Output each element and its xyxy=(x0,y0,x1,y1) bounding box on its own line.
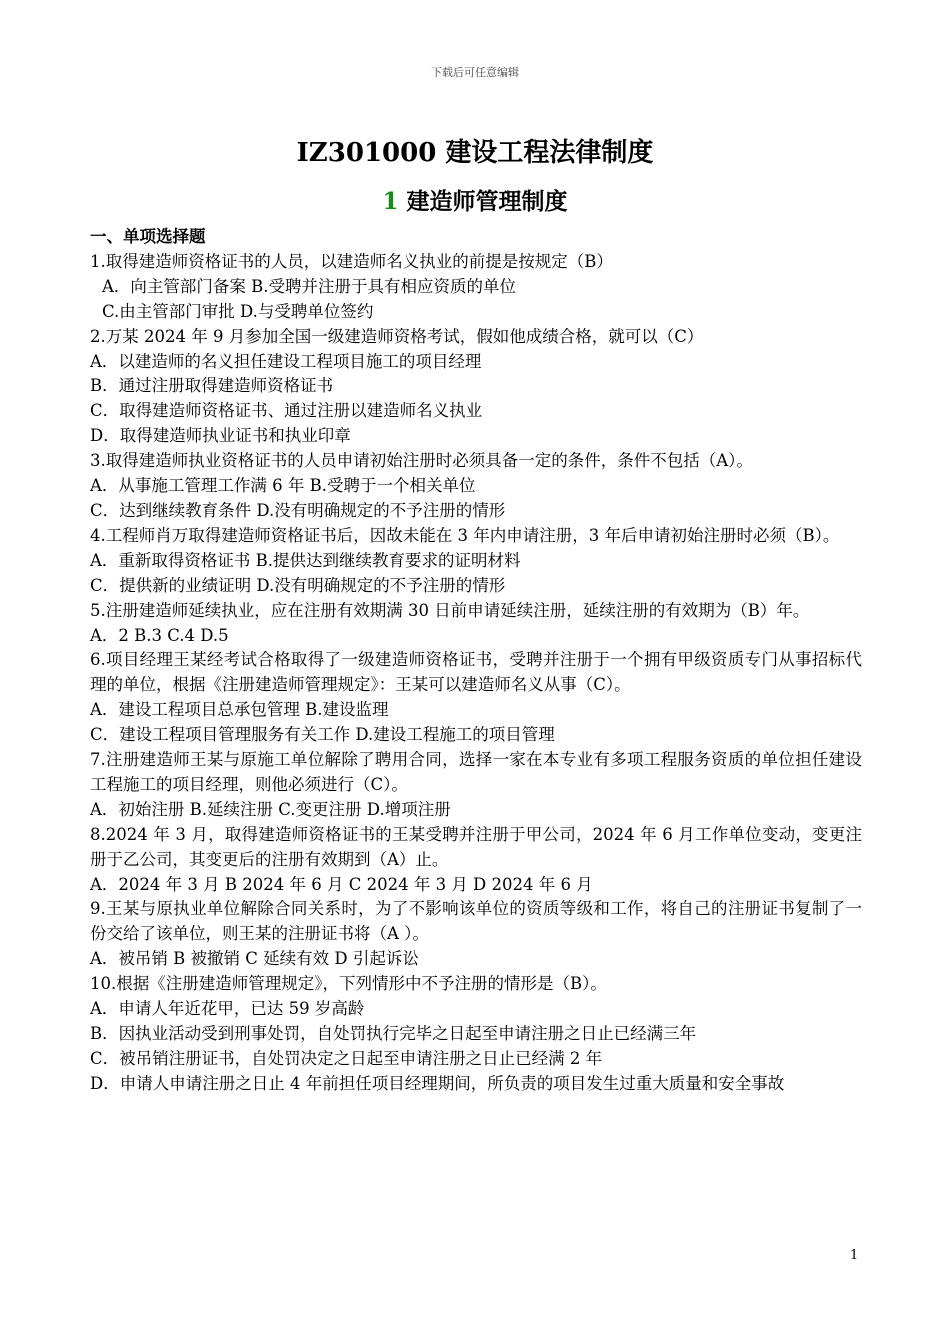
question-9: 9.王某与原执业单位解除合同关系时，为了不影响该单位的资质等级和工作，将自己的注册证书复制了一份交给了该单位，则王某的注册证书将（A ）。 xyxy=(90,899,862,944)
question-10: 10.根据《注册建造师管理规定》，下列情形中不予注册的情形是（B）。 xyxy=(90,974,607,994)
question-1-options-ab: A．向主管部门备案 B.受聘并注册于具有相应资质的单位 xyxy=(102,276,517,296)
question-4-options-cd: C．提供新的业绩证明 D.没有明确规定的不予注册的情形 xyxy=(90,575,506,595)
question-10-option-b: B．因执业活动受到刑事处罚，自处罚执行完毕之日起至申请注册之日止已经满三年 xyxy=(90,1024,697,1043)
header-note: 下载后可任意编辑 xyxy=(431,66,519,79)
chapter-title: 建造师管理制度 xyxy=(406,188,568,215)
question-4: 4.工程师肖万取得建造师资格证书后，因故未能在 3 年内申请注册，3 年后申请初始注册时必须（B）。 xyxy=(90,525,840,545)
question-8-options: A．2024 年 3 月 B 2024 年 6 月 C 2024 年 3 月 D 2024 年 6 月 xyxy=(90,874,593,894)
question-list xyxy=(90,225,862,1097)
question-10-option-d: D．申请人申请注册之日止 4 年前担任项目经理期间，所负责的项目发生过重大质量和安全事故 xyxy=(90,1073,785,1093)
question-3-options-ab: A．从事施工管理工作满 6 年 B.受聘于一个相关单位 xyxy=(90,476,476,496)
question-4-options-ab: A．重新取得资格证书 B.提供达到继续教育要求的证明材料 xyxy=(90,550,521,570)
question-3: 3.取得建造师执业资格证书的人员申请初始注册时必须具备一定的条件，条件不包括（A）。 xyxy=(90,451,753,471)
question-2-option-a: A．以建造师的名义担任建设工程项目施工的项目经理 xyxy=(90,351,482,371)
chapter-subtitle xyxy=(0,183,950,216)
page-number: 1 xyxy=(850,1248,859,1263)
question-2: 2.万某 2024 年 9 月参加全国一级建造师资格考试，假如他成绩合格，就可以（C） xyxy=(90,326,704,346)
question-6-options-cd: C．建设工程项目管理服务有关工作 D.建设工程施工的项目管理 xyxy=(90,725,555,745)
question-2-option-d: D．取得建造师执业证书和执业印章 xyxy=(90,426,351,446)
document-title: IZ301000 建设工程法律制度 xyxy=(296,138,654,168)
question-5: 5.注册建造师延续执业，应在注册有效期满 30 日前申请延续注册，延续注册的有效期为（B）年。 xyxy=(90,600,810,620)
question-1: 1.取得建造师资格证书的人员，以建造师名义执业的前提是按规定（B） xyxy=(90,251,613,271)
question-3-options-cd: C．达到继续教育条件 D.没有明确规定的不予注册的情形 xyxy=(90,500,506,520)
chapter-number: 1 xyxy=(382,188,399,215)
section-heading: 一、单项选择题 xyxy=(90,227,206,246)
question-10-option-a: A．申请人年近花甲，已达 59 岁高龄 xyxy=(90,999,365,1019)
question-10-option-c: C．被吊销注册证书，自处罚决定之日起至申请注册之日止已经满 2 年 xyxy=(90,1048,603,1068)
question-6-options-ab: A．建设工程项目总承包管理 B.建设监理 xyxy=(90,700,389,720)
question-1-options-cd: C.由主管部门审批 D.与受聘单位签约 xyxy=(102,301,374,321)
question-2-option-b: B．通过注册取得建造师资格证书 xyxy=(90,376,334,396)
question-7-options: A．初始注册 B.延续注册 C.变更注册 D.增项注册 xyxy=(90,799,451,819)
question-8: 8.2024 年 3 月，取得建造师资格证书的王某受聘并注册于甲公司，2024 年 6 月工作单位变动，变更注册于乙公司，其变更后的注册有效期到（A）止。 xyxy=(90,824,862,869)
question-7: 7.注册建造师王某与原施工单位解除了聘用合同，选择一家在本专业有多项工程服务资质的单位担任建设工程施工的项目经理，则他必须进行（C）。 xyxy=(90,750,862,794)
question-2-option-c: C．取得建造师资格证书、通过注册以建造师名义执业 xyxy=(90,401,483,421)
question-5-options: A．2 B.3 C.4 D.5 xyxy=(90,625,229,645)
question-9-options: A．被吊销 B 被撤销 C 延续有效 D 引起诉讼 xyxy=(90,949,419,969)
question-6: 6.项目经理王某经考试合格取得了一级建造师资格证书，受聘并注册于一个拥有甲级资质专门从事招标代理的单位，根据《注册建造师管理规定》：王某可以建造师名义从事（C）。 xyxy=(90,650,862,695)
